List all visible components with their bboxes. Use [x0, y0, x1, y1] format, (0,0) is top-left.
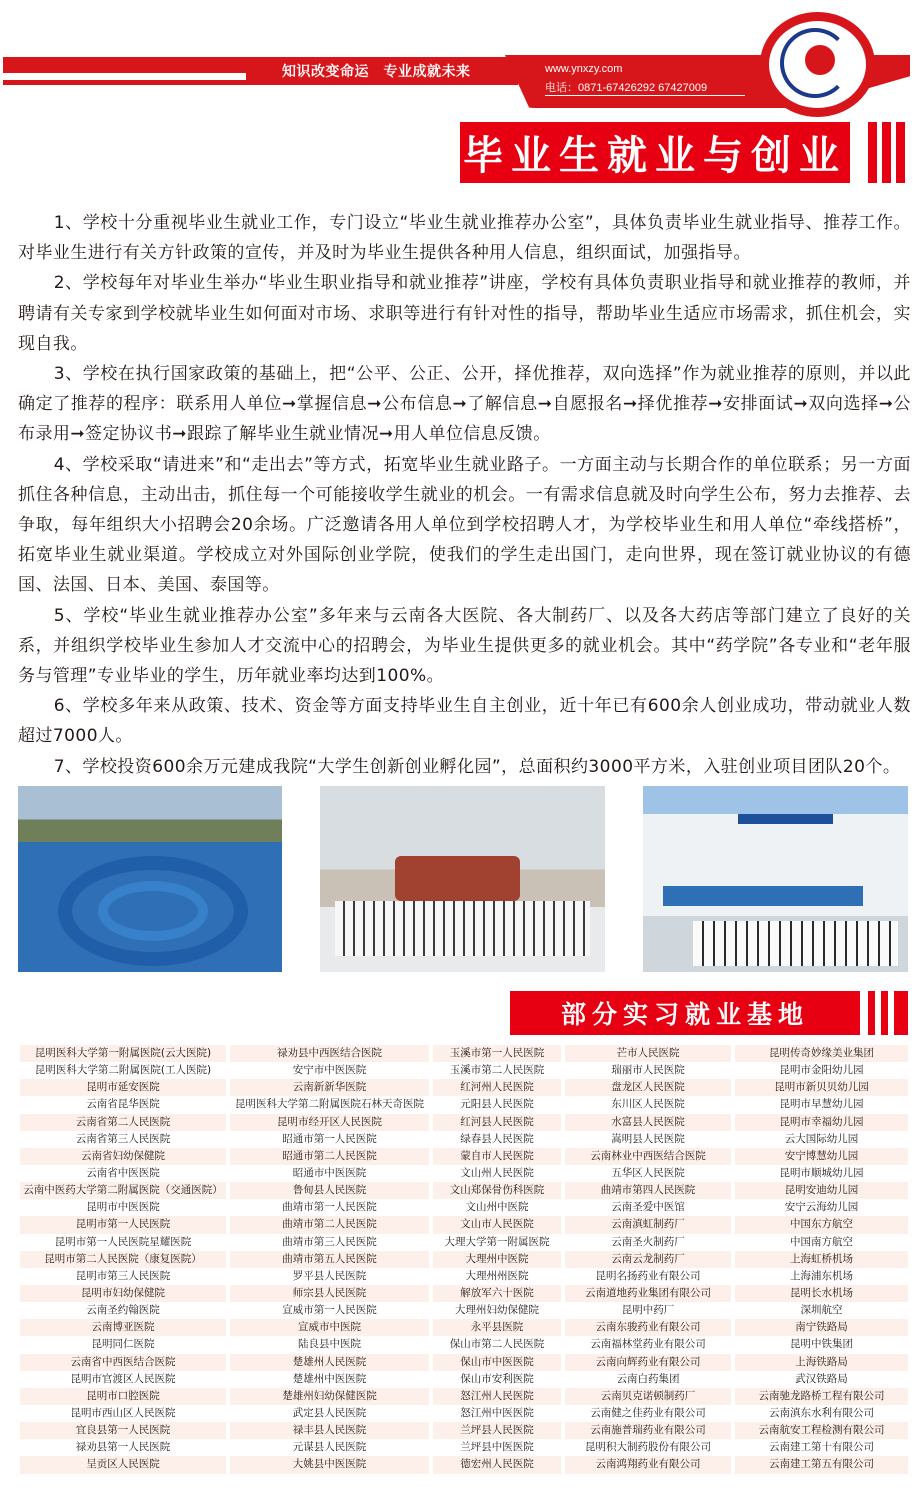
table-cell: 云南圣爱中医馆 [611, 1201, 685, 1214]
table-cell: 文山州中医院 [465, 1201, 529, 1214]
decorative-bar [894, 991, 908, 1035]
table-cell: 云南东骏药业有限公司 [565, 1319, 731, 1336]
table-cell: 曲靖市第二人民医院 [230, 1216, 429, 1233]
table-cell: 永平县医院 [433, 1319, 561, 1336]
page-title: 毕业生就业与创业 [460, 122, 850, 183]
table-cell: 昆明医科大学第二附属医院(工人医院) [34, 1064, 212, 1077]
decorative-bar [896, 122, 905, 183]
table-cell: 陆良县中医院 [298, 1338, 361, 1351]
table-cell: 文山州人民医院 [460, 1166, 534, 1179]
table-cell: 大理州州医院 [465, 1269, 529, 1282]
table-cell: 昆明市官渡区人民医院 [70, 1372, 176, 1385]
table-cell: 师宗县人民医院 [230, 1285, 429, 1302]
table-cell: 深圳航空 [800, 1304, 843, 1317]
table-cell: 怒江州人民医院 [433, 1388, 561, 1405]
body-text [18, 208, 911, 782]
table-cell: 云南健之佳药业有限公司 [590, 1406, 706, 1419]
table-cell: 昆明市经开区人民医院 [230, 1114, 429, 1131]
paragraph: 6、学校多年来从政策、技术、资金等方面支持毕业生自主创业，近十年已有600余人创业成功，带动就业人数超过7000人。 [18, 696, 911, 747]
table-cell: 绿春县人民医院 [460, 1132, 534, 1145]
table-cell: 红河州人民医院 [433, 1079, 561, 1096]
table-cell: 昆明市顺城幼儿园 [779, 1166, 864, 1179]
table-cell: 玉溪市第一人民医院 [433, 1045, 561, 1062]
table-cell: 保山市第二人民医院 [449, 1338, 545, 1351]
table-cell: 宣威市中医院 [230, 1319, 429, 1336]
hospital-staff-group-photo [643, 786, 908, 972]
table-cell: 曲靖市第四人民医院 [565, 1182, 731, 1199]
job-fair-aerial-photo [18, 786, 282, 972]
paragraph: 2、学校每年对毕业生举办“毕业生职业指导和就业推荐”讲座，学校有具体负责职业指导和就业推荐的教师，并聘请有关专家到学校就毕业生如何面对市场、求职等进行有针对性的指导，帮助毕业生适应市场需求，抓住机会，实现自我。 [18, 273, 911, 354]
table-cell: 鲁甸县人民医院 [230, 1182, 429, 1199]
table-cell: 盘龙区人民医院 [565, 1079, 731, 1096]
table-cell: 昆明市早慧幼儿园 [779, 1098, 864, 1111]
table-cell: 瑞丽市人民医院 [611, 1064, 685, 1077]
phone-text: 电话：0871-67426292 67427009 [545, 82, 708, 94]
table-cell: 五华区人民医院 [611, 1166, 685, 1179]
table-cell: 保山市中医医院 [433, 1354, 561, 1371]
internship-bases-table [20, 1045, 910, 1474]
table-cell: 云南滇虹制药厂 [565, 1216, 731, 1233]
table-cell: 云南省第三人民医院 [75, 1132, 171, 1145]
table-cell: 昆明医科大学第二附属医院石林天奇医院 [235, 1098, 424, 1111]
table-cell: 昆明市第一人民医院星耀医院 [54, 1235, 192, 1248]
table-cell: 呈贡区人民医院 [20, 1456, 226, 1473]
table-cell: 南宁铁路局 [735, 1319, 908, 1336]
table-cell: 水富县人民医院 [565, 1114, 731, 1131]
table-cell: 云南云龙制药厂 [565, 1251, 731, 1268]
table-cell: 元阳县人民医院 [460, 1098, 534, 1111]
table-cell: 昆明医科大学第一附属医院(云大医院) [20, 1045, 226, 1062]
table-cell: 云南中医药大学第二附属医院（交通医院） [20, 1182, 226, 1199]
table-cell: 曲靖市第五人民医院 [230, 1251, 429, 1268]
table-cell: 曲靖市第三人民医院 [282, 1235, 377, 1248]
table-cell: 昭通市第一人民医院 [282, 1132, 377, 1145]
table-cell: 云南省昆华医院 [86, 1098, 160, 1111]
table-cell: 武汉铁路局 [795, 1372, 848, 1385]
table-cell: 玉溪市第二人民医院 [449, 1064, 545, 1077]
table-cell: 云南航安工程检测有限公司 [735, 1422, 908, 1439]
table-cell: 安宁市中医医院 [292, 1064, 367, 1077]
table-cell: 德宏州人民医院 [433, 1456, 561, 1473]
table-cell: 曲靖市第一人民医院 [282, 1201, 377, 1214]
table-cell: 昆明市西山区人民医院 [70, 1406, 176, 1419]
table-cell: 上海虹桥机场 [735, 1251, 908, 1268]
table-cell: 昆明安迪幼儿园 [735, 1182, 908, 1199]
table-cell: 昆明市延安医院 [20, 1079, 226, 1096]
table-cell: 兰坪县人民医院 [433, 1422, 561, 1439]
table-cell: 解放军六十医院 [433, 1285, 561, 1302]
table-cell: 云南博亚医院 [20, 1319, 226, 1336]
divider [545, 95, 745, 96]
school-logo-icon [805, 45, 835, 75]
table-cell: 上海铁路局 [735, 1354, 908, 1371]
table-cell: 楚雄州中医医院 [292, 1372, 367, 1385]
decorative-bar [868, 991, 875, 1035]
table-cell: 兰坪县中医医院 [460, 1441, 534, 1454]
table-cell: 昆明中铁集团 [790, 1338, 853, 1351]
table-cell: 云南建工第五有限公司 [735, 1456, 908, 1473]
table-cell: 芒市人民医院 [565, 1045, 731, 1062]
paragraph: 1、学校十分重视毕业生就业工作，专门设立“毕业生就业推荐办公室”，具体负责毕业生就业指导、推荐工作。对毕业生进行有关方针政策的宣传，并及时为毕业生提供各种用人信息，组织面试，加强指导。 [18, 213, 911, 264]
table-cell: 昆明积大制药股份有限公司 [585, 1441, 711, 1454]
table-cell: 云南滇东水利有限公司 [769, 1406, 874, 1419]
table-cell: 云南驰龙路桥工程有限公司 [735, 1388, 908, 1405]
table-cell: 云南鸿翔药业有限公司 [565, 1456, 731, 1473]
table-cell: 大姚县中医医院 [230, 1456, 429, 1473]
table-cell: 昭通市第二人民医院 [230, 1148, 429, 1165]
graduates-group-photo [320, 786, 605, 972]
table-cell: 昆明市第二人民医院（康复医院） [20, 1251, 226, 1268]
table-cell: 大理州中医院 [433, 1251, 561, 1268]
table-cell: 昆明市幸福幼儿园 [735, 1114, 908, 1131]
table-cell: 昆明名扬药业有限公司 [595, 1269, 701, 1282]
header-white-stripe [3, 73, 246, 80]
table-cell: 昆明市妇幼保健院 [20, 1285, 226, 1302]
table-cell: 禄丰县人民医院 [230, 1422, 429, 1439]
table-cell: 中国南方航空 [790, 1235, 853, 1248]
paragraph: 7、学校投资600余万元建成我院“大学生创新创业孵化园”，总面积约3000平方米，入驻创业项目团队20个。 [53, 756, 901, 777]
table-cell: 昆明市金阳幼儿园 [779, 1064, 864, 1077]
table-cell: 云南省第二人民医院 [20, 1114, 226, 1131]
table-cell: 云南施普瑞药业有限公司 [565, 1422, 731, 1439]
table-cell: 昆明中药厂 [621, 1304, 675, 1317]
table-cell: 文山市人民医院 [433, 1216, 561, 1233]
table-cell: 东川区人民医院 [611, 1098, 685, 1111]
table-cell: 宣威市第一人民医院 [282, 1304, 377, 1317]
table-cell: 昆明传奇妙缘美业集团 [735, 1045, 908, 1062]
table-cell: 云南福林堂药业有限公司 [590, 1338, 706, 1351]
table-cell: 云南省中西医结合医院 [20, 1354, 226, 1371]
paragraph: 3、学校在执行国家政策的基础上，把“公平、公正、公开，择优推荐，双向选择”作为就业推荐的原则，并以此确定了推荐的程序：联系用人单位➞掌握信息➞公布信息➞了解信息➞自愿报名➞择优推荐➞安排面试➞双向选择➞公布录用➞签定协议书➞跟踪了解毕业生就业情况➞用人单位信息反馈。 [18, 364, 911, 445]
website-text: www.ynxzy.com [545, 63, 623, 75]
table-cell: 禄劝县中西医结合医院 [230, 1045, 429, 1062]
table-cell: 云南贝克诺顿制药厂 [565, 1388, 731, 1405]
table-cell: 昆明市中医医院 [86, 1201, 160, 1214]
table-cell: 云南省妇幼保健院 [20, 1148, 226, 1165]
table-cell: 云大国际幼儿园 [784, 1132, 859, 1145]
slogan: 知识改变命运 专业成就未来 [282, 64, 471, 80]
table-cell: 昆明市新贝贝幼儿园 [735, 1079, 908, 1096]
table-cell: 中国东方航空 [735, 1216, 908, 1233]
table-cell: 罗平县人民医院 [292, 1269, 367, 1282]
table-cell: 云南新新华医院 [230, 1079, 429, 1096]
table-cell: 昭通市中医医院 [292, 1166, 367, 1179]
table-cell: 云南道地药业集团有限公司 [565, 1285, 731, 1302]
table-cell: 怒江州中医医院 [460, 1406, 534, 1419]
table-cell: 云南林业中西医结合医院 [565, 1148, 731, 1165]
table-cell: 楚雄州人民医院 [230, 1354, 429, 1371]
table-cell: 昆明市口腔医院 [20, 1388, 226, 1405]
table-cell: 楚雄州妇幼保健医院 [230, 1388, 429, 1405]
table-cell: 昆明市第一人民医院 [20, 1216, 226, 1233]
table-cell: 云南向辉药业有限公司 [565, 1354, 731, 1371]
section-title: 部分实习就业基地 [510, 991, 860, 1035]
table-cell: 昆明市第三人民医院 [75, 1269, 171, 1282]
table-cell: 大理大学第一附属医院 [444, 1235, 550, 1248]
table-cell: 云南圣火制药厂 [611, 1235, 685, 1248]
table-cell: 元谋县人民医院 [292, 1441, 367, 1454]
table-cell: 大理州妇幼保健院 [455, 1304, 539, 1317]
table-cell: 禄劝县第一人民医院 [75, 1441, 171, 1454]
table-cell: 云南建工第十有限公司 [769, 1441, 874, 1454]
table-cell: 嵩明县人民医院 [611, 1132, 685, 1145]
decorative-bar [882, 122, 891, 183]
paragraph: 4、学校采取“请进来”和“走出去”等方式，拓宽毕业生就业路子。一方面主动与长期合作的单位联系；另一方面抓住各种信息，主动出击，抓住每一个可能接收学生就业的机会。一有需求信息就及时向学生公布，努力去推荐、去争取，每年组织大小招聘会20余场。广泛邀请各用人单位到学校招聘人才，为学校毕业生和用人单位“牵线搭桥”，拓宽毕业生就业渠道。学校成立对外国际创业学院，使我们的学生走出国门，走向世界，现在签订就业协议的有德国、法国、日本、美国、泰国等。 [18, 454, 911, 596]
table-cell: 昆明同仁医院 [91, 1338, 155, 1351]
decorative-bar [881, 991, 888, 1035]
table-cell: 红河县人民医院 [433, 1114, 561, 1131]
table-cell: 上海浦东机场 [790, 1269, 853, 1282]
table-cell: 云南圣约翰医院 [86, 1304, 160, 1317]
table-cell: 武定县人民医院 [292, 1406, 367, 1419]
decorative-bar [868, 122, 877, 183]
table-cell: 保山市安利医院 [460, 1372, 534, 1385]
paragraph: 5、学校“毕业生就业推荐办公室”多年来与云南各大医院、各大制药厂、以及各大药店等部门建立了良好的关系，并组织学校毕业生参加人才交流中心的招聘会，为毕业生提供更多的就业机会。其中“药学院”各专业和“老年服务与管理”专业毕业的学生，历年就业率均达到100%。 [18, 605, 911, 687]
table-cell: 云南省中医医院 [86, 1166, 160, 1179]
table-cell: 昆明长水机场 [735, 1285, 908, 1302]
table-cell: 蒙自市人民医院 [433, 1148, 561, 1165]
table-cell: 云南白药集团 [616, 1372, 680, 1385]
table-cell: 文山郑保骨伤科医院 [433, 1182, 561, 1199]
table-cell: 安宁博慧幼儿园 [735, 1148, 908, 1165]
table-cell: 安宁云海幼儿园 [784, 1201, 859, 1214]
table-cell: 宜良县第一人民医院 [20, 1422, 226, 1439]
